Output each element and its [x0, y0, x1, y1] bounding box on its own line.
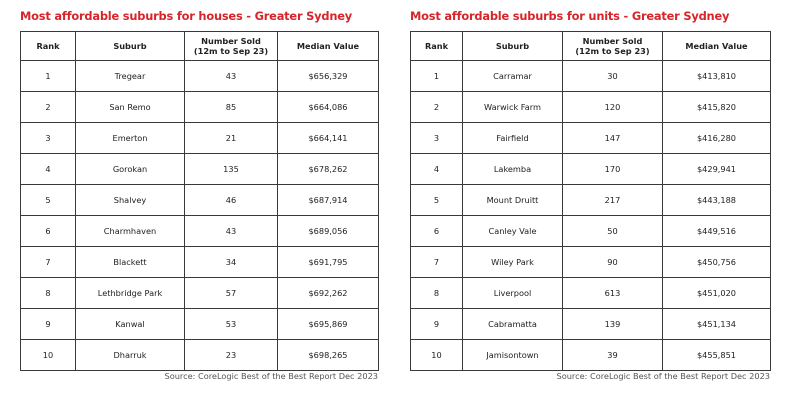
- number-sold-cell: 147: [563, 123, 663, 154]
- suburb-cell: Dharruk: [76, 340, 185, 371]
- units-table: [410, 31, 771, 371]
- table-row: [411, 278, 771, 309]
- suburb-cell: Liverpool: [463, 278, 563, 309]
- rank-cell: 8: [411, 278, 463, 309]
- table-row: [21, 61, 379, 92]
- houses-table-body: [21, 61, 379, 371]
- header-number-sold-text: Number Sold (12m to Sep 23): [575, 36, 650, 56]
- table-row: [21, 185, 379, 216]
- median-value-cell: $695,869: [278, 309, 379, 340]
- number-sold-cell: 170: [563, 154, 663, 185]
- suburb-cell: Shalvey: [76, 185, 185, 216]
- table-row: [411, 185, 771, 216]
- table-row: [21, 154, 379, 185]
- median-value-cell: $664,141: [278, 123, 379, 154]
- median-value-cell: $450,756: [663, 247, 771, 278]
- suburb-cell: Mount Druitt: [463, 185, 563, 216]
- median-value-cell: $443,188: [663, 185, 771, 216]
- suburb-cell: Tregear: [76, 61, 185, 92]
- houses-header-row: [21, 32, 379, 61]
- number-sold-cell: 90: [563, 247, 663, 278]
- units-table-title: Most affordable suburbs for units - Greater Sydney: [410, 9, 730, 23]
- number-sold-cell: 53: [185, 309, 278, 340]
- rank-cell: 10: [411, 340, 463, 371]
- table-row: [21, 278, 379, 309]
- median-value-cell: $416,280: [663, 123, 771, 154]
- median-value-cell: $415,820: [663, 92, 771, 123]
- suburb-cell: Fairfield: [463, 123, 563, 154]
- number-sold-cell: 34: [185, 247, 278, 278]
- rank-cell: 9: [21, 309, 76, 340]
- number-sold-cell: 21: [185, 123, 278, 154]
- number-sold-cell: 23: [185, 340, 278, 371]
- suburb-cell: Charmhaven: [76, 216, 185, 247]
- header-suburb: Suburb: [463, 32, 563, 61]
- median-value-cell: $678,262: [278, 154, 379, 185]
- median-value-cell: $656,329: [278, 61, 379, 92]
- number-sold-cell: 217: [563, 185, 663, 216]
- suburb-cell: Canley Vale: [463, 216, 563, 247]
- header-suburb: Suburb: [76, 32, 185, 61]
- rank-cell: 4: [21, 154, 76, 185]
- table-row: [21, 340, 379, 371]
- number-sold-cell: 43: [185, 216, 278, 247]
- rank-cell: 5: [21, 185, 76, 216]
- number-sold-cell: 57: [185, 278, 278, 309]
- median-value-cell: $691,795: [278, 247, 379, 278]
- median-value-cell: $692,262: [278, 278, 379, 309]
- units-source-note: Source: CoreLogic Best of the Best Report Dec 2023: [556, 371, 770, 381]
- median-value-cell: $689,056: [278, 216, 379, 247]
- median-value-cell: $698,265: [278, 340, 379, 371]
- suburb-cell: Gorokan: [76, 154, 185, 185]
- rank-cell: 7: [21, 247, 76, 278]
- median-value-cell: $455,851: [663, 340, 771, 371]
- table-row: [411, 247, 771, 278]
- median-value-cell: $687,914: [278, 185, 379, 216]
- number-sold-cell: 43: [185, 61, 278, 92]
- median-value-cell: $429,941: [663, 154, 771, 185]
- houses-table-title: Most affordable suburbs for houses - Greater Sydney: [20, 9, 352, 23]
- table-row: [411, 92, 771, 123]
- table-row: [21, 216, 379, 247]
- rank-cell: 6: [21, 216, 76, 247]
- rank-cell: 7: [411, 247, 463, 278]
- rank-cell: 2: [21, 92, 76, 123]
- median-value-cell: $451,134: [663, 309, 771, 340]
- suburb-cell: Cabramatta: [463, 309, 563, 340]
- rank-cell: 6: [411, 216, 463, 247]
- header-median-value: Median Value: [278, 32, 379, 61]
- number-sold-cell: 85: [185, 92, 278, 123]
- units-header-row: [411, 32, 771, 61]
- number-sold-cell: 46: [185, 185, 278, 216]
- rank-cell: 8: [21, 278, 76, 309]
- number-sold-cell: 50: [563, 216, 663, 247]
- number-sold-cell: 135: [185, 154, 278, 185]
- header-number-sold: [563, 32, 663, 61]
- rank-cell: 5: [411, 185, 463, 216]
- rank-cell: 3: [411, 123, 463, 154]
- header-rank: Rank: [21, 32, 76, 61]
- houses-table: [20, 31, 379, 371]
- median-value-cell: $449,516: [663, 216, 771, 247]
- table-row: [411, 340, 771, 371]
- table-row: [21, 123, 379, 154]
- number-sold-cell: 613: [563, 278, 663, 309]
- table-row: [411, 309, 771, 340]
- table-row: [21, 309, 379, 340]
- median-value-cell: $664,086: [278, 92, 379, 123]
- header-number-sold: [185, 32, 278, 61]
- suburb-cell: San Remo: [76, 92, 185, 123]
- table-row: [411, 154, 771, 185]
- suburb-cell: Lethbridge Park: [76, 278, 185, 309]
- rank-cell: 4: [411, 154, 463, 185]
- suburb-cell: Carramar: [463, 61, 563, 92]
- rank-cell: 9: [411, 309, 463, 340]
- suburb-cell: Blackett: [76, 247, 185, 278]
- suburb-cell: Lakemba: [463, 154, 563, 185]
- suburb-cell: Jamisontown: [463, 340, 563, 371]
- table-row: [411, 123, 771, 154]
- rank-cell: 1: [411, 61, 463, 92]
- header-median-value: Median Value: [663, 32, 771, 61]
- table-row: [411, 61, 771, 92]
- number-sold-cell: 30: [563, 61, 663, 92]
- suburb-cell: Warwick Farm: [463, 92, 563, 123]
- header-rank: Rank: [411, 32, 463, 61]
- header-number-sold-text: Number Sold (12m to Sep 23): [193, 36, 269, 56]
- median-value-cell: $451,020: [663, 278, 771, 309]
- suburb-cell: Wiley Park: [463, 247, 563, 278]
- houses-source-note: Source: CoreLogic Best of the Best Report Dec 2023: [164, 371, 378, 381]
- rank-cell: 10: [21, 340, 76, 371]
- rank-cell: 3: [21, 123, 76, 154]
- units-table-body: [411, 61, 771, 371]
- number-sold-cell: 120: [563, 92, 663, 123]
- median-value-cell: $413,810: [663, 61, 771, 92]
- suburb-cell: Kanwal: [76, 309, 185, 340]
- suburb-cell: Emerton: [76, 123, 185, 154]
- table-row: [411, 216, 771, 247]
- number-sold-cell: 139: [563, 309, 663, 340]
- rank-cell: 2: [411, 92, 463, 123]
- table-row: [21, 247, 379, 278]
- number-sold-cell: 39: [563, 340, 663, 371]
- rank-cell: 1: [21, 61, 76, 92]
- table-row: [21, 92, 379, 123]
